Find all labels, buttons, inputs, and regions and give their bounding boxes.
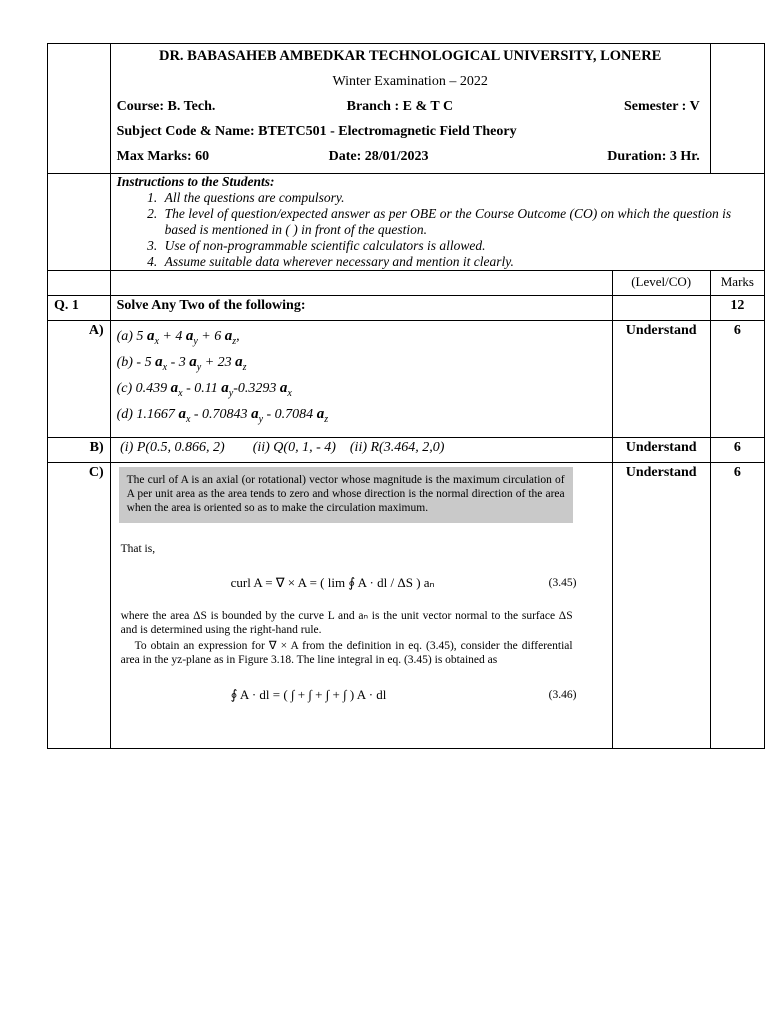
option-b: (b) - 5 $a_x - 3$ $a_y + 23$ $a_z$ [116,354,247,373]
subq-b-marks: 6 [710,438,764,463]
semester: Semester : V [624,99,700,114]
instructions [110,174,764,271]
option-a: (a) 5 $a_x + 4$ $a_y + 6$ $a_z$, [116,328,240,347]
header-right-cell [710,44,764,174]
question-title: Solve Any Two of the following: [110,296,612,321]
column-marks: Marks [710,271,764,296]
subq-b-label: B) [48,438,111,463]
header-left-cell [48,44,111,174]
duration: Duration: 3 Hr. [607,149,700,164]
max-marks: Max Marks: 60 [116,149,210,164]
equation-3-45-number: (3.45) [548,577,577,589]
colhead-blank-1 [48,271,111,296]
subq-a-marks: 6 [710,321,764,438]
question-number: Q. 1 [48,296,111,321]
instructions-list [117,190,758,270]
instruction-item: 2. The level of question/expected answer as per OBE or the Course Outcome (CO) on which the question is based is mentioned in ( ) in front of the question. [161,206,758,238]
instruction-item: 1. All the questions are compulsory. [161,190,758,206]
subq-c-marks: 6 [710,463,764,749]
question-marks: 12 [710,296,764,321]
q1-level-cell [612,296,710,321]
subq-c-label: C) [48,463,111,749]
equation-3-45: curl A = ∇ × A = ( lim ∮ A · dl / ΔS ) aₙ [230,575,435,590]
instr-left-cell [48,174,111,271]
equation-3-46-number: (3.46) [548,689,577,701]
subq-a-label: A) [48,321,111,438]
subq-a-level: Understand [612,321,710,438]
option-d: (d) 1.1667 $a_x - 0.70843$ $a_y - 0.7084$ $a_z$ [116,406,329,425]
instruction-item: 3. Use of non-programmable scientific calculators is allowed. [161,238,758,254]
exam-table [47,43,765,749]
branch: Branch : E & T C [346,99,454,114]
that-is: That is, [120,543,156,555]
subq-a-options [110,321,612,438]
exam-header [110,44,710,174]
subq-c-level: Understand [612,463,710,749]
exam-title: Winter Examination – 2022 [332,74,488,89]
instruction-item: 4. Assume suitable data wherever necessary and mention it clearly. [161,254,758,270]
paragraph-2: To obtain an expression for ∇ × A from the definition in eq. (3.45), consider the differential area in the yz-plane as in Figure 3.18. The line integral in eq. (3.45) is obtained as [120,640,573,666]
course-row [117,94,704,119]
course: Course: B. Tech. [116,99,216,114]
colhead-blank-2 [110,271,612,296]
subject: Subject Code & Name: BTETC501 - Electromagnetic Field Theory [116,124,517,139]
equation-3-46: ∮ A · dl = ( ∫ + ∫ + ∫ + ∫ ) A · dl [230,687,387,702]
subq-b-level: Understand [612,438,710,463]
curl-definition: The curl of A is an axial (or rotational) vector whose magnitude is the maximum circulation of A per unit area as the area tends to zero and whose direction is the normal direction of the area when the area is oriented so as to make the circulation maximum. [126,474,565,514]
textbook-excerpt [111,465,581,745]
option-c: (c) 0.439 $a_x - 0.11$ $a_y-0.3293$ $a_x$ [116,380,292,399]
exam-paper [47,43,765,749]
paragraph-1: where the area ΔS is bounded by the curve L and aₙ is the unit vector normal to the surface ΔS and is determined using the right-hand rule. [120,610,573,636]
curl-definition-box [119,467,573,523]
university-name: DR. BABASAHEB AMBEDKAR TECHNOLOGICAL UNIVERSITY, LONERE [158,48,662,64]
subq-b-text: (i) P(0.5, 0.866, 2) (ii) Q(0, 1, - 4) (ii) R(3.464, 2,0) [110,438,612,463]
subq-c-content [110,463,612,749]
exam-date: Date: 28/01/2023 [328,149,429,164]
column-level: (Level/CO) [612,271,710,296]
instructions-title: Instructions to the Students: [116,174,275,189]
marks-row [117,144,704,169]
